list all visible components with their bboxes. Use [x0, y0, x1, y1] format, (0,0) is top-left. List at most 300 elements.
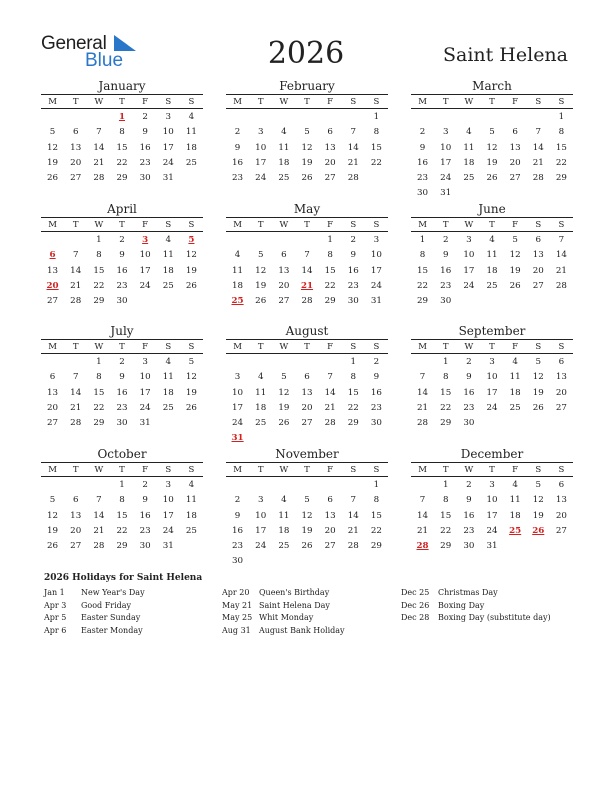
- weekday-label: T: [304, 97, 310, 107]
- day-cell: 11: [185, 495, 197, 506]
- day-cell: 4: [188, 112, 195, 122]
- day-cell: 12: [255, 265, 267, 276]
- day-cell: 20: [47, 402, 59, 413]
- day-cell: 19: [301, 157, 313, 168]
- day-cell: 2: [119, 357, 125, 367]
- holiday-item: [222, 587, 402, 600]
- day-cell: 2: [419, 127, 426, 138]
- day-cell: 21: [70, 280, 82, 291]
- day-cell: 11: [278, 510, 290, 521]
- day-cell: 8: [96, 372, 102, 383]
- holiday-date: Dec 28: [401, 613, 430, 622]
- day-cell: 22: [555, 157, 567, 168]
- day-cell: 19: [486, 157, 498, 168]
- day-cell: 5: [257, 250, 264, 261]
- weekday-label: W: [279, 465, 289, 475]
- day-cell: 26: [185, 280, 197, 291]
- weekday-label: S: [188, 220, 195, 230]
- weekday-label: T: [257, 342, 264, 352]
- day-cell: 3: [442, 127, 449, 138]
- day-cell: 12: [47, 142, 59, 153]
- empty-cell: [64, 355, 87, 370]
- day-cell: 20: [301, 402, 313, 413]
- weekday-label: T: [304, 220, 310, 230]
- day-cell: 23: [347, 280, 359, 291]
- day-cell: 18: [162, 387, 174, 398]
- weekday-label: S: [165, 342, 172, 352]
- weekday-header: [411, 339, 573, 354]
- day-cell: 16: [347, 265, 359, 276]
- empty-cell: [411, 110, 434, 125]
- month-august: [226, 324, 388, 447]
- day-cell: 31: [139, 418, 151, 429]
- day-cell: 20: [532, 265, 544, 276]
- weekday-label: S: [535, 97, 542, 107]
- day-cell: 30: [139, 173, 151, 184]
- empty-cell: [87, 478, 110, 493]
- day-grid: [411, 110, 573, 202]
- empty-cell: [87, 110, 110, 125]
- day-cell: 26: [185, 402, 197, 413]
- day-cell: 23: [440, 280, 452, 291]
- day-grid: [226, 478, 388, 570]
- holiday-name: Boxing Day: [438, 600, 485, 610]
- weekday-header: [41, 94, 203, 109]
- country-name: Saint Helena: [442, 44, 568, 66]
- day-cell: 10: [486, 495, 498, 506]
- holiday-day-cell: 28: [416, 541, 429, 552]
- empty-cell: [480, 110, 503, 125]
- day-cell: 13: [532, 250, 544, 261]
- day-cell: 28: [555, 280, 567, 291]
- day-cell: 12: [301, 142, 313, 153]
- day-cell: 10: [232, 387, 244, 398]
- day-cell: 19: [185, 387, 197, 398]
- day-cell: 19: [532, 510, 544, 521]
- holiday-item: [222, 612, 402, 625]
- day-cell: 16: [440, 265, 452, 276]
- weekday-label: S: [350, 220, 357, 230]
- day-cell: 20: [509, 157, 521, 168]
- day-cell: 12: [532, 495, 544, 506]
- month-name: June: [478, 202, 506, 216]
- day-cell: 23: [232, 541, 244, 552]
- day-cell: 28: [532, 173, 544, 184]
- empty-cell: [411, 355, 434, 370]
- holiday-date: May 25: [222, 613, 253, 622]
- empty-cell: [64, 478, 87, 493]
- empty-cell: [249, 355, 272, 370]
- day-cell: 20: [70, 525, 82, 536]
- day-cell: 8: [350, 372, 357, 383]
- day-cell: 18: [232, 280, 244, 291]
- empty-cell: [249, 110, 272, 125]
- holiday-name: Easter Monday: [81, 625, 143, 635]
- day-cell: 2: [119, 235, 125, 245]
- day-cell: 26: [301, 541, 313, 552]
- weekday-header: [41, 339, 203, 354]
- day-cell: 12: [509, 250, 521, 261]
- day-cell: 15: [370, 510, 382, 521]
- day-cell: 13: [301, 387, 313, 398]
- day-cell: 31: [162, 173, 174, 184]
- day-grid: [411, 478, 573, 554]
- holiday-name: Boxing Day (substitute day): [438, 613, 551, 622]
- day-cell: 18: [278, 157, 290, 168]
- day-cell: 12: [185, 250, 197, 261]
- day-cell: 7: [558, 235, 565, 245]
- weekday-label: T: [442, 342, 449, 352]
- empty-cell: [249, 233, 272, 248]
- day-cell: 25: [185, 525, 197, 536]
- day-cell: 17: [139, 387, 151, 398]
- day-cell: 4: [165, 357, 172, 367]
- day-cell: 24: [463, 280, 475, 291]
- weekday-label: W: [94, 220, 104, 230]
- day-cell: 12: [185, 372, 197, 383]
- day-cell: 18: [509, 510, 521, 521]
- day-cell: 22: [116, 525, 128, 536]
- day-cell: 19: [509, 265, 521, 276]
- day-cell: 14: [555, 250, 567, 261]
- empty-cell: [457, 110, 480, 125]
- day-cell: 24: [440, 173, 452, 184]
- day-cell: 13: [324, 142, 336, 153]
- month-december: [411, 447, 573, 554]
- day-cell: 3: [257, 127, 264, 138]
- day-cell: 23: [139, 525, 151, 536]
- day-cell: 7: [304, 250, 310, 261]
- day-cell: 23: [463, 525, 475, 536]
- day-cell: 13: [278, 265, 290, 276]
- holiday-date: Dec 25: [401, 588, 430, 597]
- day-cell: 2: [466, 357, 472, 367]
- weekday-label: F: [327, 465, 334, 475]
- day-cell: 21: [70, 402, 82, 413]
- day-cell: 27: [70, 541, 82, 552]
- day-cell: 9: [142, 127, 148, 138]
- day-cell: 3: [165, 112, 172, 122]
- day-cell: 18: [255, 402, 267, 413]
- day-cell: 24: [486, 402, 498, 413]
- holiday-date: May 21: [222, 600, 253, 610]
- month-february: [226, 79, 388, 186]
- day-cell: 12: [278, 387, 290, 398]
- day-cell: 14: [324, 387, 336, 398]
- holiday-name: Saint Helena Day: [259, 600, 330, 610]
- day-cell: 4: [281, 495, 287, 506]
- weekday-label: T: [304, 465, 310, 475]
- day-cell: 16: [116, 265, 128, 276]
- day-cell: 10: [370, 250, 382, 261]
- day-cell: 1: [558, 112, 565, 122]
- month-name: February: [279, 79, 335, 93]
- weekday-label: S: [165, 97, 172, 107]
- day-cell: 18: [278, 525, 290, 536]
- day-cell: 16: [417, 157, 429, 168]
- day-cell: 15: [93, 387, 105, 398]
- day-cell: 13: [555, 495, 567, 506]
- holiday-item: [222, 600, 402, 613]
- weekday-label: S: [165, 465, 172, 475]
- holidays-title: 2026 Holidays for Saint Helena: [44, 573, 203, 583]
- weekday-label: F: [512, 220, 519, 230]
- day-cell: 4: [257, 372, 264, 383]
- month-july: [41, 324, 203, 431]
- day-grid: [411, 355, 573, 431]
- day-cell: 30: [232, 556, 244, 567]
- day-cell: 18: [509, 387, 521, 398]
- day-cell: 2: [350, 235, 357, 245]
- day-cell: 9: [442, 250, 449, 261]
- month-name: April: [107, 202, 137, 216]
- day-cell: 3: [489, 357, 495, 367]
- weekday-label: M: [418, 342, 427, 352]
- day-cell: 29: [370, 541, 382, 552]
- day-cell: 3: [234, 372, 241, 383]
- weekday-label: F: [327, 342, 334, 352]
- holiday-name: Christmas Day: [438, 588, 498, 597]
- day-cell: 24: [486, 525, 498, 536]
- holiday-day-cell: 5: [188, 235, 195, 245]
- day-cell: 17: [139, 265, 151, 276]
- weekday-label: S: [373, 220, 380, 230]
- day-cell: 29: [440, 418, 452, 429]
- day-cell: 21: [417, 402, 429, 413]
- day-cell: 15: [93, 265, 105, 276]
- day-cell: 7: [72, 250, 79, 261]
- day-cell: 26: [47, 173, 59, 184]
- day-cell: 16: [116, 387, 128, 398]
- day-cell: 30: [116, 296, 128, 307]
- weekday-label: F: [327, 220, 334, 230]
- day-cell: 27: [324, 173, 336, 184]
- day-cell: 14: [347, 142, 359, 153]
- day-cell: 8: [96, 250, 102, 261]
- weekday-label: T: [257, 97, 264, 107]
- weekday-label: W: [94, 465, 104, 475]
- day-cell: 30: [463, 418, 475, 429]
- day-cell: 5: [49, 495, 56, 506]
- day-cell: 16: [370, 387, 382, 398]
- weekday-header: [411, 462, 573, 477]
- holiday-column: [222, 587, 402, 637]
- day-cell: 30: [139, 541, 151, 552]
- day-grid: [41, 355, 203, 431]
- day-cell: 4: [512, 357, 518, 367]
- day-cell: 2: [142, 480, 148, 490]
- day-cell: 20: [324, 157, 336, 168]
- day-cell: 25: [278, 541, 290, 552]
- day-cell: 9: [142, 495, 148, 506]
- day-cell: 20: [555, 387, 567, 398]
- day-cell: 6: [327, 127, 333, 138]
- day-cell: 15: [347, 387, 359, 398]
- day-cell: 2: [373, 357, 380, 367]
- day-grid: [226, 355, 388, 447]
- day-cell: 26: [509, 280, 521, 291]
- day-cell: 30: [347, 296, 359, 307]
- holiday-name: Easter Sunday: [81, 613, 141, 622]
- day-cell: 2: [234, 127, 241, 138]
- weekday-label: M: [233, 220, 242, 230]
- day-cell: 11: [278, 142, 290, 153]
- weekday-label: M: [418, 97, 427, 107]
- weekday-label: S: [535, 220, 542, 230]
- weekday-label: W: [279, 342, 289, 352]
- day-cell: 28: [324, 418, 336, 429]
- day-cell: 22: [324, 280, 336, 291]
- holiday-item: [401, 612, 581, 625]
- day-cell: 3: [165, 480, 172, 490]
- day-cell: 26: [278, 418, 290, 429]
- holiday-column: [401, 587, 581, 625]
- day-cell: 8: [442, 372, 449, 383]
- day-cell: 30: [370, 418, 382, 429]
- weekday-label: F: [512, 97, 519, 107]
- day-grid: [226, 233, 388, 309]
- empty-cell: [226, 233, 249, 248]
- day-cell: 30: [116, 418, 128, 429]
- day-cell: 1: [442, 357, 449, 367]
- day-cell: 20: [278, 280, 290, 291]
- day-cell: 23: [370, 402, 382, 413]
- day-cell: 6: [512, 127, 518, 138]
- holiday-date: Apr 5: [44, 613, 67, 622]
- weekday-label: W: [279, 220, 289, 230]
- day-cell: 10: [463, 250, 475, 261]
- day-cell: 19: [47, 157, 59, 168]
- day-cell: 29: [347, 418, 359, 429]
- day-grid: [41, 233, 203, 309]
- day-cell: 1: [373, 480, 380, 490]
- day-cell: 10: [139, 250, 151, 261]
- day-cell: 19: [255, 280, 267, 291]
- day-cell: 20: [324, 525, 336, 536]
- day-cell: 14: [347, 510, 359, 521]
- weekday-label: T: [72, 465, 79, 475]
- day-cell: 24: [162, 525, 174, 536]
- day-cell: 24: [232, 418, 244, 429]
- month-january: [41, 79, 203, 186]
- day-cell: 10: [440, 142, 452, 153]
- empty-cell: [434, 110, 457, 125]
- day-cell: 25: [463, 173, 475, 184]
- weekday-label: M: [48, 342, 57, 352]
- day-cell: 11: [509, 372, 521, 383]
- day-cell: 21: [324, 402, 336, 413]
- day-cell: 31: [370, 296, 382, 307]
- day-cell: 13: [47, 265, 59, 276]
- day-cell: 7: [96, 127, 102, 138]
- empty-cell: [64, 110, 87, 125]
- day-cell: 14: [70, 265, 82, 276]
- weekday-label: M: [233, 97, 242, 107]
- day-cell: 9: [419, 142, 426, 153]
- day-cell: 26: [486, 173, 498, 184]
- day-cell: 27: [278, 296, 290, 307]
- day-cell: 8: [373, 127, 380, 138]
- day-cell: 13: [70, 510, 82, 521]
- day-grid: [41, 478, 203, 554]
- weekday-label: M: [418, 465, 427, 475]
- weekday-label: T: [489, 465, 495, 475]
- weekday-label: T: [257, 465, 264, 475]
- day-cell: 11: [509, 495, 521, 506]
- weekday-label: S: [188, 342, 195, 352]
- day-cell: 28: [93, 541, 105, 552]
- day-cell: 4: [188, 480, 195, 490]
- day-cell: 1: [96, 235, 102, 245]
- day-cell: 4: [489, 235, 495, 245]
- weekday-label: W: [464, 97, 474, 107]
- holiday-item: [44, 600, 224, 613]
- empty-cell: [226, 478, 249, 493]
- day-cell: 21: [347, 157, 359, 168]
- holiday-date: Apr 20: [222, 588, 250, 597]
- month-october: [41, 447, 203, 554]
- holiday-item: [401, 587, 581, 600]
- day-cell: 13: [555, 372, 567, 383]
- weekday-label: S: [350, 465, 357, 475]
- day-cell: 8: [119, 495, 125, 506]
- weekday-header: [226, 462, 388, 477]
- holiday-date: Jan 1: [44, 588, 65, 597]
- holiday-name: New Year's Day: [81, 588, 145, 597]
- day-cell: 1: [419, 235, 426, 245]
- weekday-label: S: [188, 97, 195, 107]
- weekday-label: F: [142, 465, 149, 475]
- day-cell: 9: [234, 142, 241, 153]
- holiday-name: Whit Monday: [259, 613, 314, 622]
- weekday-label: S: [535, 342, 542, 352]
- day-cell: 6: [558, 357, 565, 367]
- day-cell: 13: [70, 142, 82, 153]
- day-cell: 31: [440, 188, 452, 199]
- day-cell: 17: [370, 265, 382, 276]
- day-cell: 5: [281, 372, 287, 383]
- day-cell: 25: [162, 280, 174, 291]
- empty-cell: [295, 355, 318, 370]
- weekday-label: S: [188, 465, 195, 475]
- day-cell: 1: [350, 357, 357, 367]
- holiday-day-cell: 26: [532, 525, 545, 536]
- holiday-day-cell: 21: [300, 280, 314, 291]
- day-cell: 3: [257, 495, 264, 506]
- weekday-label: S: [373, 465, 380, 475]
- day-cell: 15: [440, 387, 452, 398]
- empty-cell: [319, 110, 342, 125]
- weekday-header: [411, 94, 573, 109]
- day-cell: 14: [93, 142, 105, 153]
- day-cell: 6: [72, 495, 79, 506]
- day-cell: 18: [185, 142, 197, 153]
- empty-cell: [342, 478, 365, 493]
- holiday-date: Aug 31: [222, 625, 251, 635]
- holiday-item: [44, 625, 224, 638]
- day-cell: 25: [185, 157, 197, 168]
- day-cell: 25: [255, 418, 267, 429]
- day-cell: 7: [419, 495, 426, 506]
- weekday-label: F: [327, 97, 334, 107]
- day-cell: 7: [419, 372, 426, 383]
- weekday-label: S: [165, 220, 172, 230]
- holiday-date: Apr 3: [44, 600, 67, 610]
- day-cell: 22: [370, 157, 382, 168]
- weekday-label: W: [464, 220, 474, 230]
- day-cell: 15: [555, 142, 567, 153]
- day-cell: 24: [255, 173, 267, 184]
